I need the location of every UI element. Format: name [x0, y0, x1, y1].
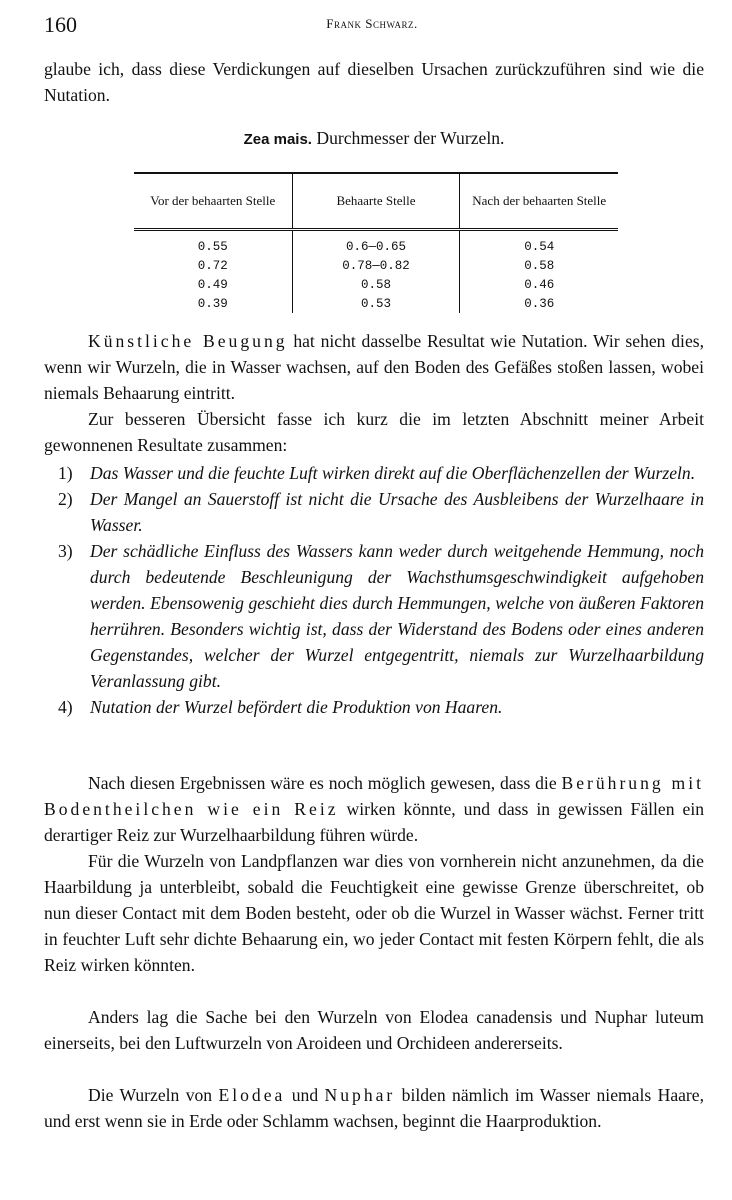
- page-header: [44, 12, 700, 40]
- results-list: [44, 460, 704, 720]
- paragraph-contact-stimulus: [44, 770, 704, 848]
- table-row: [134, 294, 618, 313]
- item-text: Der schädliche Einfluss des Wassers kann weder durch weitgehende Hemmung, noch durch bedeutende Beschleunigung der Wachsthumsgeschwindigkeit aufgehoben werden. Ebensowenig geschieht dies durch Hemmungen, welche von äußeren Faktoren herrühren. Besonders wichtig ist, dass der Widerstand des Bodens oder eines anderen Gegenstandes, welcher der Wurzel entgegentritt, niemals zur Wurzelhaarbildung Veranlassung gibt.: [90, 541, 704, 691]
- paragraph-text: Die Wurzeln von: [88, 1085, 219, 1105]
- table-cell: 0.36: [460, 294, 618, 313]
- paragraph-artificial-bending: [44, 328, 704, 406]
- paragraph-elodea-nuphar: Anders lag die Sache bei den Wurzeln von Elodea canadensis und Nuphar luteum einerseits, bei den Luftwurzeln von Aroideen und Orchideen andererseits.: [44, 1007, 704, 1053]
- list-item: [44, 538, 704, 694]
- table-cell: 0.39: [197, 296, 228, 311]
- paragraph-text: und: [285, 1085, 325, 1105]
- paragraph-hair-production: [44, 1082, 704, 1134]
- table-row: [134, 275, 618, 294]
- paragraph-summary-intro: Zur besseren Übersicht fasse ich kurz die im letzten Abschnitt meiner Arbeit gewonnenen Resultate zusammen:: [44, 409, 704, 455]
- item-text: Der Mangel an Sauerstoff ist nicht die Ursache des Ausbleibens der Wurzelhaare in Wasser.: [90, 489, 704, 535]
- spaced-term: Elodea: [218, 1085, 286, 1105]
- list-item: [44, 694, 704, 720]
- paragraph-text: bilden nämlich im Wasser niemals Haare, und erst wenn sie in Erde oder Schlamm wachsen, beginnt die Haarproduktion.: [44, 1085, 705, 1131]
- item-number: 4): [58, 697, 73, 717]
- paragraph-text: wirken könnte, und dass in gewissen Fällen ein derartiger Reiz zur Wurzelhaarbildung führen würde.: [44, 799, 705, 845]
- item-number: 3): [58, 541, 73, 561]
- paragraph-text: Nach diesen Ergebnissen wäre es noch möglich gewesen, dass die: [88, 773, 562, 793]
- table-cell: 0.53: [292, 294, 460, 313]
- table-cell: 0.58: [460, 256, 618, 275]
- table-cell: 0.6—0.65: [292, 230, 460, 257]
- table-row: [134, 230, 618, 257]
- table-cell: 0.54: [460, 230, 618, 257]
- caption-text: Durchmesser der Wurzeln.: [316, 128, 505, 148]
- column-header: Vor der behaarten Stelle: [134, 173, 292, 230]
- list-item: [44, 460, 704, 486]
- paragraph-land-plants: Für die Wurzeln von Landpflanzen war dies von vornherein nicht anzunehmen, da die Haarbildung ja unterbleibt, sobald die Feuchtigkeit eine gewisse Grenze überschreitet, ob nun dieser Contact mit dem Boden besteht, oder ob die Wurzel in Wasser wächst. Ferner tritt in feuchter Luft sehr dichte Behaarung ein, wo jeder Contact mit festen Körpern fehlt, die als Reiz wirken könnten.: [44, 851, 704, 975]
- item-number: 2): [58, 489, 73, 509]
- page-number: 160: [44, 12, 77, 37]
- intro-paragraph: glaube ich, dass diese Verdickungen auf dieselben Ursachen zurückzuführen sind wie die Nutation.: [44, 59, 704, 105]
- table-header-row: [134, 173, 618, 230]
- table-cell: 0.55: [197, 239, 228, 254]
- running-head: Frank Schwarz.: [326, 16, 418, 31]
- table-cell: 0.72: [197, 258, 228, 273]
- root-diameter-table: [134, 172, 618, 313]
- caption-species: Zea mais.: [243, 131, 312, 148]
- item-number: 1): [58, 463, 73, 483]
- table-cell: 0.78—0.82: [292, 256, 460, 275]
- table-row: [134, 256, 618, 275]
- spaced-term: Berührung mit Bodentheilchen wie ein Reiz: [44, 773, 704, 819]
- table-cell: 0.58: [292, 275, 460, 294]
- table-caption: [44, 128, 704, 149]
- spaced-term: Künstliche Beugung: [88, 331, 288, 351]
- column-header: Behaarte Stelle: [292, 173, 460, 230]
- spaced-term: Nuphar: [324, 1085, 396, 1105]
- item-text: Nutation der Wurzel befördert die Produktion von Haaren.: [90, 697, 503, 717]
- table-cell: 0.49: [197, 277, 228, 292]
- column-header: Nach der behaarten Stelle: [460, 173, 618, 230]
- paragraph-text: hat nicht dasselbe Resultat wie Nutation. Wir sehen dies, wenn wir Wurzeln, die in Wasser wachsen, auf den Boden des Gefäßes stoßen lassen, wobei niemals Behaarung eintritt.: [44, 331, 704, 403]
- table-cell: 0.46: [460, 275, 618, 294]
- item-text: Das Wasser und die feuchte Luft wirken direkt auf die Oberflächenzellen der Wurzeln.: [90, 463, 696, 483]
- list-item: [44, 486, 704, 538]
